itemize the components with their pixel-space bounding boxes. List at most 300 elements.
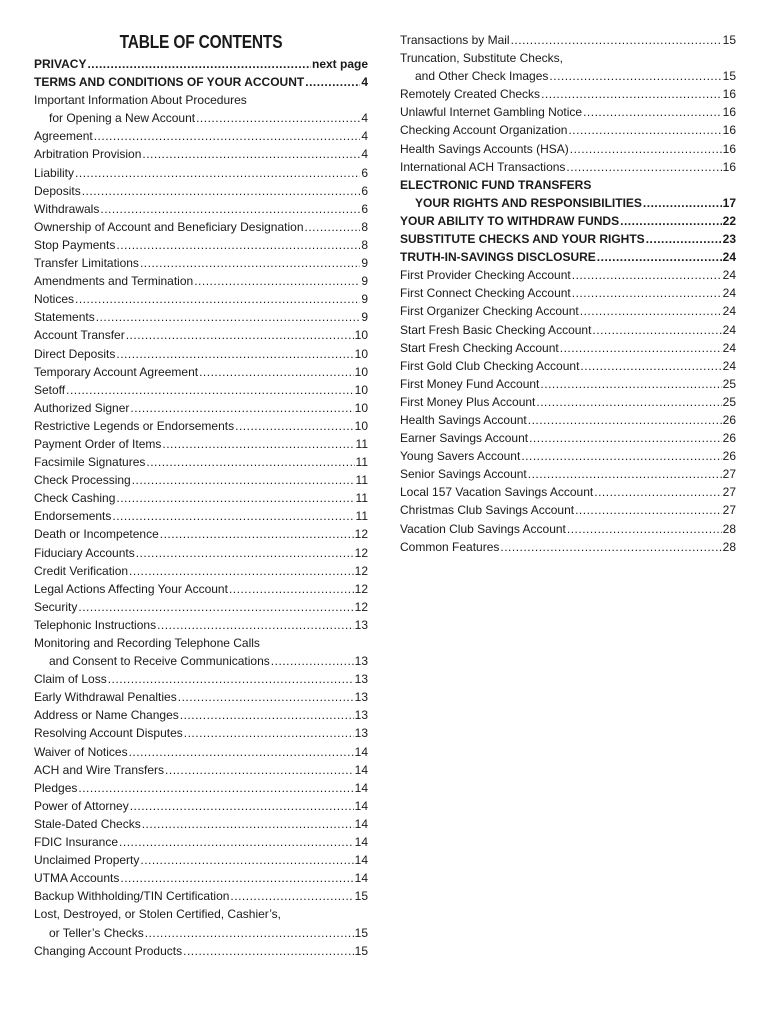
- toc-page-number: 25: [722, 394, 736, 409]
- toc-page-number: 13: [354, 690, 368, 705]
- dot-leader: [305, 218, 361, 236]
- toc-entry: [34, 91, 368, 127]
- dot-leader: [235, 417, 354, 435]
- dot-leader: [620, 212, 722, 230]
- toc-entry: [34, 218, 368, 236]
- toc-page-number: 6: [361, 165, 368, 180]
- toc-entry: [34, 164, 368, 182]
- dot-leader: [575, 501, 722, 519]
- dot-leader: [78, 598, 353, 616]
- toc-entry: [34, 942, 368, 960]
- toc-entry-line: [34, 435, 368, 453]
- dot-leader: [66, 381, 354, 399]
- toc-entry-line: [400, 49, 736, 67]
- dot-leader: [87, 55, 311, 73]
- dot-leader: [570, 140, 722, 158]
- dot-leader: [230, 887, 353, 905]
- dot-leader: [597, 248, 722, 266]
- toc-entry-line: [34, 290, 368, 308]
- toc-entry-line: [34, 525, 368, 543]
- toc-entry: [34, 598, 368, 616]
- toc-entry-title: Transactions by Mail: [400, 33, 510, 47]
- toc-entry-title: Stop Payments: [34, 237, 116, 252]
- toc-entry-line: [34, 797, 368, 815]
- toc-entry: [34, 471, 368, 489]
- dot-leader: [229, 580, 354, 598]
- toc-page-number: 10: [354, 364, 368, 379]
- toc-entry-title: Fiduciary Accounts: [34, 545, 135, 560]
- toc-page-number: 12: [354, 545, 368, 560]
- toc-entry-title: Early Withdrawal Penalties: [34, 690, 177, 705]
- toc-page-number: 12: [354, 581, 368, 596]
- dot-leader: [572, 284, 722, 302]
- toc-entry-title: Resolving Account Disputes: [34, 726, 183, 741]
- toc-entry-line: [34, 218, 368, 236]
- toc-entry: [400, 212, 736, 230]
- toc-page-number: 12: [354, 563, 368, 578]
- toc-page-number: 13: [354, 654, 368, 669]
- page-title: TABLE OF CONTENTS: [119, 32, 283, 52]
- toc-entry-line: [34, 381, 368, 399]
- toc-entry-title: Local 157 Vacation Savings Account: [400, 485, 594, 500]
- toc-entry-line: [34, 507, 368, 525]
- toc-entry-title: Check Processing: [34, 473, 131, 488]
- dot-leader: [178, 688, 354, 706]
- dot-leader: [568, 121, 721, 139]
- toc-entry: [34, 326, 368, 344]
- toc-entry-title: Death or Incompetence: [34, 527, 159, 542]
- toc-entry-title: YOUR RIGHTS AND RESPONSIBILITIES: [415, 195, 642, 210]
- toc-page-number: 4: [361, 129, 368, 144]
- toc-entry-title: Facsimile Signatures: [34, 455, 146, 470]
- dot-leader: [572, 266, 722, 284]
- toc-entry-title: or Teller’s Checks: [49, 925, 144, 940]
- toc-entry: [34, 670, 368, 688]
- toc-entry-line: [34, 634, 368, 652]
- toc-entry-title: Earner Savings Account: [400, 431, 529, 446]
- dot-leader: [120, 869, 353, 887]
- toc-page-number: 26: [722, 449, 736, 464]
- toc-entry: [400, 85, 736, 103]
- toc-page-number: 12: [354, 527, 368, 542]
- toc-entry-title: Payment Order of Items: [34, 436, 162, 451]
- toc-entry-title: Pledges: [34, 780, 78, 795]
- toc-entry-title: Health Savings Accounts (HSA): [400, 141, 569, 156]
- dot-leader: [162, 435, 354, 453]
- toc-entry: [34, 761, 368, 779]
- toc-entry: [400, 447, 736, 465]
- toc-page-number: 14: [354, 871, 368, 886]
- toc-page-number: 4: [361, 111, 368, 126]
- toc-entry: [34, 851, 368, 869]
- toc-page-number: 25: [722, 376, 736, 391]
- dot-leader: [528, 411, 722, 429]
- dot-leader: [129, 562, 354, 580]
- toc-page-number: 14: [354, 744, 368, 759]
- toc-entry-line: [34, 109, 368, 127]
- toc-entry-title: Claim of Loss: [34, 672, 107, 687]
- toc-right-list: [400, 31, 736, 556]
- toc-entry: [34, 254, 368, 272]
- toc-entry: [34, 236, 368, 254]
- toc-entry: [34, 706, 368, 724]
- toc-page-number: 16: [722, 87, 736, 102]
- toc-page-number: 14: [354, 780, 368, 795]
- toc-entry: [34, 399, 368, 417]
- toc-entry-line: [400, 31, 736, 49]
- dot-leader: [271, 652, 354, 670]
- toc-entry-title: Restrictive Legends or Endorsements: [34, 418, 235, 433]
- toc-page-number: 28: [722, 521, 736, 536]
- toc-page-number: 13: [354, 726, 368, 741]
- toc-entry: [34, 453, 368, 471]
- dot-leader: [592, 321, 721, 339]
- dot-leader: [130, 797, 354, 815]
- toc-entry: [400, 465, 736, 483]
- toc-page-number: 9: [361, 256, 368, 271]
- toc-page-number: 28: [722, 539, 736, 554]
- toc-entry-title: Direct Deposits: [34, 346, 116, 361]
- dot-leader: [540, 375, 721, 393]
- toc-entry: [34, 580, 368, 598]
- toc-entry: [34, 562, 368, 580]
- dot-leader: [136, 544, 354, 562]
- toc-entry: [34, 743, 368, 761]
- toc-entry-line: [400, 284, 736, 302]
- toc-entry-title: PRIVACY: [34, 57, 87, 71]
- toc-entry-line: [400, 375, 736, 393]
- toc-entry-line: [34, 272, 368, 290]
- toc-entry-title: ACH and Wire Transfers: [34, 762, 165, 777]
- toc-entry-line: [400, 483, 736, 501]
- toc-page-number: 4: [361, 147, 368, 162]
- toc-entry: [400, 357, 736, 375]
- toc-entry-title: Lost, Destroyed, or Stolen Certified, Cashier’s,: [34, 907, 282, 922]
- toc-entry-title: Vacation Club Savings Account: [400, 521, 566, 536]
- toc-entry: [34, 417, 368, 435]
- toc-entry-title: and Consent to Receive Communications: [49, 654, 270, 669]
- toc-entry-title: Power of Attorney: [34, 798, 129, 813]
- toc-entry: [400, 31, 736, 49]
- toc-entry-title: International ACH Transactions: [400, 159, 566, 174]
- toc-entry-title: Changing Account Products: [34, 943, 183, 958]
- toc-page-number: 15: [722, 69, 736, 84]
- toc-entry-line: [400, 140, 736, 158]
- toc-entry-title: Backup Withholding/TIN Certification: [34, 889, 230, 904]
- toc-page-number: 23: [722, 232, 736, 247]
- toc-entry: [400, 230, 736, 248]
- dot-leader: [75, 164, 360, 182]
- toc-page-number: 27: [722, 485, 736, 500]
- toc-entry: [400, 49, 736, 85]
- toc-entry: [34, 525, 368, 543]
- dot-leader: [108, 670, 354, 688]
- toc-page-number: 13: [354, 708, 368, 723]
- toc-entry-line: [400, 158, 736, 176]
- toc-entry-title: Liability: [34, 165, 75, 180]
- toc-entry-line: [34, 869, 368, 887]
- toc-entry-title: Address or Name Changes: [34, 708, 179, 723]
- toc-entry-line: [34, 761, 368, 779]
- toc-entry-line: [34, 345, 368, 363]
- toc-entry-line: [400, 447, 736, 465]
- toc-page-number: 9: [361, 292, 368, 307]
- toc-entry-title: YOUR ABILITY TO WITHDRAW FUNDS: [400, 213, 620, 228]
- toc-entry-line: [34, 905, 368, 923]
- toc-entry: [34, 724, 368, 742]
- toc-entry-line: [34, 942, 368, 960]
- toc-entry: [34, 363, 368, 381]
- dot-leader: [583, 103, 722, 121]
- dot-leader: [566, 158, 721, 176]
- toc-entry-line: [34, 815, 368, 833]
- toc-entry-title: Start Fresh Checking Account: [400, 340, 559, 355]
- toc-entry-line: [400, 67, 736, 85]
- toc-entry-line: [34, 652, 368, 670]
- toc-entry-title: and Other Check Images: [415, 69, 549, 84]
- toc-entry-title: Important Information About Procedures: [34, 93, 247, 108]
- toc-entry: [400, 266, 736, 284]
- toc-entry-line: [400, 194, 736, 212]
- toc-entry: [400, 483, 736, 501]
- toc-entry-title: Monitoring and Recording Telephone Calls: [34, 636, 260, 650]
- toc-entry-line: [34, 55, 368, 73]
- dot-leader: [567, 520, 722, 538]
- toc-entry: [400, 520, 736, 538]
- toc-entry: [400, 103, 736, 121]
- toc-entry: [34, 435, 368, 453]
- toc-entry-line: [34, 851, 368, 869]
- toc-page-number: 15: [354, 925, 368, 940]
- toc-entry-title: Legal Actions Affecting Your Account: [34, 581, 228, 596]
- toc-entry-title: Stale-Dated Checks: [34, 816, 141, 831]
- toc-page-number: 16: [722, 159, 736, 174]
- toc-entry-title: Remotely Created Checks: [400, 87, 541, 102]
- toc-entry-line: [34, 417, 368, 435]
- toc-page-number: 16: [722, 123, 736, 138]
- toc-entry-title: Check Cashing: [34, 491, 116, 506]
- toc-entry: [400, 339, 736, 357]
- toc-page-number: 14: [354, 853, 368, 868]
- toc-entry-line: [34, 471, 368, 489]
- toc-entry-title: Temporary Account Agreement: [34, 364, 199, 379]
- dot-leader: [142, 145, 360, 163]
- toc-entry-title: Telephonic Instructions: [34, 617, 157, 632]
- toc-page-number: 15: [354, 943, 368, 958]
- toc-entry-title: Authorized Signer: [34, 400, 130, 415]
- toc-page-number: 27: [722, 503, 736, 518]
- toc-entry-line: [34, 706, 368, 724]
- toc-entry-line: [34, 562, 368, 580]
- toc-page-number: 15: [722, 33, 736, 47]
- toc-entry: [34, 290, 368, 308]
- toc-entry: [34, 73, 368, 91]
- dot-leader: [116, 489, 354, 507]
- dot-leader: [119, 833, 354, 851]
- toc-entry-title: Endorsements: [34, 509, 112, 524]
- dot-leader: [643, 194, 722, 212]
- toc-entry-title: TRUTH-IN-SAVINGS DISCLOSURE: [400, 250, 596, 265]
- toc-page-number: 24: [722, 286, 736, 301]
- toc-entry-line: [400, 176, 736, 194]
- toc-page-number: 11: [355, 473, 368, 488]
- toc-entry: [400, 429, 736, 447]
- toc-entry-title: First Money Plus Account: [400, 394, 536, 409]
- toc-entry-line: [34, 688, 368, 706]
- toc-entry: [34, 797, 368, 815]
- toc-entry: [34, 833, 368, 851]
- toc-entry: [400, 176, 736, 212]
- toc-entry-title: Truncation, Substitute Checks,: [400, 51, 563, 66]
- toc-entry-line: [34, 164, 368, 182]
- toc-entry-line: [400, 103, 736, 121]
- toc-entry-line: [34, 182, 368, 200]
- dot-leader: [112, 507, 354, 525]
- toc-entry: [34, 200, 368, 218]
- dot-leader: [129, 743, 354, 761]
- toc-entry-title: Arbitration Provision: [34, 147, 142, 162]
- toc-entry-line: [400, 85, 736, 103]
- toc-entry: [34, 182, 368, 200]
- dot-leader: [180, 706, 354, 724]
- toc-entry-line: [34, 91, 368, 109]
- dot-leader: [184, 724, 354, 742]
- toc-entry-line: [34, 308, 368, 326]
- dot-leader: [511, 31, 722, 49]
- toc-page-number: 27: [722, 467, 736, 482]
- toc-entry-title: Transfer Limitations: [34, 256, 139, 271]
- toc-page-number: 14: [354, 798, 368, 813]
- toc-page-number: 24: [722, 358, 736, 373]
- toc-entry-title: Notices: [34, 292, 75, 307]
- dot-leader: [580, 357, 721, 375]
- toc-page-number: 17: [722, 195, 736, 210]
- toc-entry-line: [400, 321, 736, 339]
- dot-leader: [100, 200, 360, 218]
- dot-leader: [500, 538, 721, 556]
- toc-page-number: next page: [311, 57, 368, 71]
- toc-page-number: 15: [354, 889, 368, 904]
- dot-leader: [549, 67, 721, 85]
- toc-page-number: 9: [361, 274, 368, 289]
- toc-entry: [34, 145, 368, 163]
- toc-entry: [34, 55, 368, 73]
- toc-entry-title: First Money Fund Account: [400, 376, 540, 391]
- toc-entry-line: [34, 363, 368, 381]
- toc-entry-title: Young Savers Account: [400, 449, 521, 464]
- dot-leader: [646, 230, 722, 248]
- toc-entry-title: Start Fresh Basic Checking Account: [400, 322, 592, 337]
- toc-entry: [400, 321, 736, 339]
- toc-entry-title: for Opening a New Account: [49, 111, 196, 126]
- toc-entry-line: [34, 489, 368, 507]
- toc-entry-line: [400, 411, 736, 429]
- toc-entry: [34, 634, 368, 670]
- dot-leader: [528, 465, 722, 483]
- toc-entry-title: Waiver of Notices: [34, 744, 128, 759]
- dot-leader: [78, 779, 353, 797]
- toc-entry-line: [34, 670, 368, 688]
- toc-entry-line: [400, 339, 736, 357]
- toc-entry-title: First Connect Checking Account: [400, 286, 571, 301]
- toc-entry-title: Unclaimed Property: [34, 853, 140, 868]
- dot-leader: [305, 73, 360, 91]
- dot-leader: [196, 109, 360, 127]
- toc-page-number: 14: [354, 816, 368, 831]
- toc-page-number: 11: [355, 491, 368, 506]
- dot-leader: [140, 254, 360, 272]
- toc-entry: [34, 127, 368, 145]
- toc-entry-line: [400, 302, 736, 320]
- dot-leader: [116, 345, 353, 363]
- toc-entry-line: [34, 598, 368, 616]
- dot-leader: [140, 851, 353, 869]
- toc-entry: [34, 345, 368, 363]
- toc-page-number: 24: [722, 304, 736, 319]
- toc-page-number: 24: [722, 268, 736, 283]
- toc-entry: [34, 489, 368, 507]
- toc-page-number: 13: [354, 617, 368, 632]
- dot-leader: [160, 525, 354, 543]
- toc-page-number: 10: [354, 400, 368, 415]
- toc-entry-line: [400, 520, 736, 538]
- dot-leader: [594, 483, 721, 501]
- toc-entry-title: FDIC Insurance: [34, 835, 119, 850]
- dot-leader: [132, 471, 355, 489]
- toc-entry-line: [400, 357, 736, 375]
- toc-entry-title: Senior Savings Account: [400, 467, 527, 482]
- toc-page-number: 8: [361, 237, 368, 252]
- toc-entry-title: ELECTRONIC FUND TRANSFERS: [400, 177, 592, 192]
- toc-entry-title: UTMA Accounts: [34, 871, 120, 886]
- dot-leader: [75, 290, 360, 308]
- toc-entry-line: [400, 465, 736, 483]
- toc-entry-line: [400, 501, 736, 519]
- toc-entry: [34, 381, 368, 399]
- dot-leader: [560, 339, 722, 357]
- dot-leader: [541, 85, 722, 103]
- toc-entry-title: First Gold Club Checking Account: [400, 358, 580, 373]
- toc-entry-line: [34, 73, 368, 91]
- toc-entry: [400, 538, 736, 556]
- toc-page-number: 24: [722, 250, 736, 265]
- toc-entry-line: [34, 236, 368, 254]
- toc-entry-line: [34, 127, 368, 145]
- toc-entry: [400, 302, 736, 320]
- dot-leader: [194, 272, 360, 290]
- toc-entry: [400, 393, 736, 411]
- toc-entry-title: Credit Verification: [34, 563, 129, 578]
- toc-entry-line: [34, 887, 368, 905]
- toc-page-number: 22: [722, 213, 736, 228]
- toc-entry: [400, 375, 736, 393]
- toc-entry: [34, 272, 368, 290]
- toc-page-number: 24: [722, 340, 736, 355]
- dot-leader: [116, 236, 360, 254]
- toc-entry-line: [34, 616, 368, 634]
- toc-entry: [400, 140, 736, 158]
- toc-entry-line: [34, 580, 368, 598]
- toc-entry-title: First Organizer Checking Account: [400, 304, 579, 319]
- toc-entry-line: [400, 248, 736, 266]
- toc-entry: [34, 616, 368, 634]
- dot-leader: [126, 326, 354, 344]
- toc-entry-line: [400, 121, 736, 139]
- toc-page-number: 6: [361, 201, 368, 216]
- toc-entry-line: [34, 833, 368, 851]
- toc-entry-title: Health Savings Account: [400, 412, 527, 427]
- toc-page-number: 10: [354, 418, 368, 433]
